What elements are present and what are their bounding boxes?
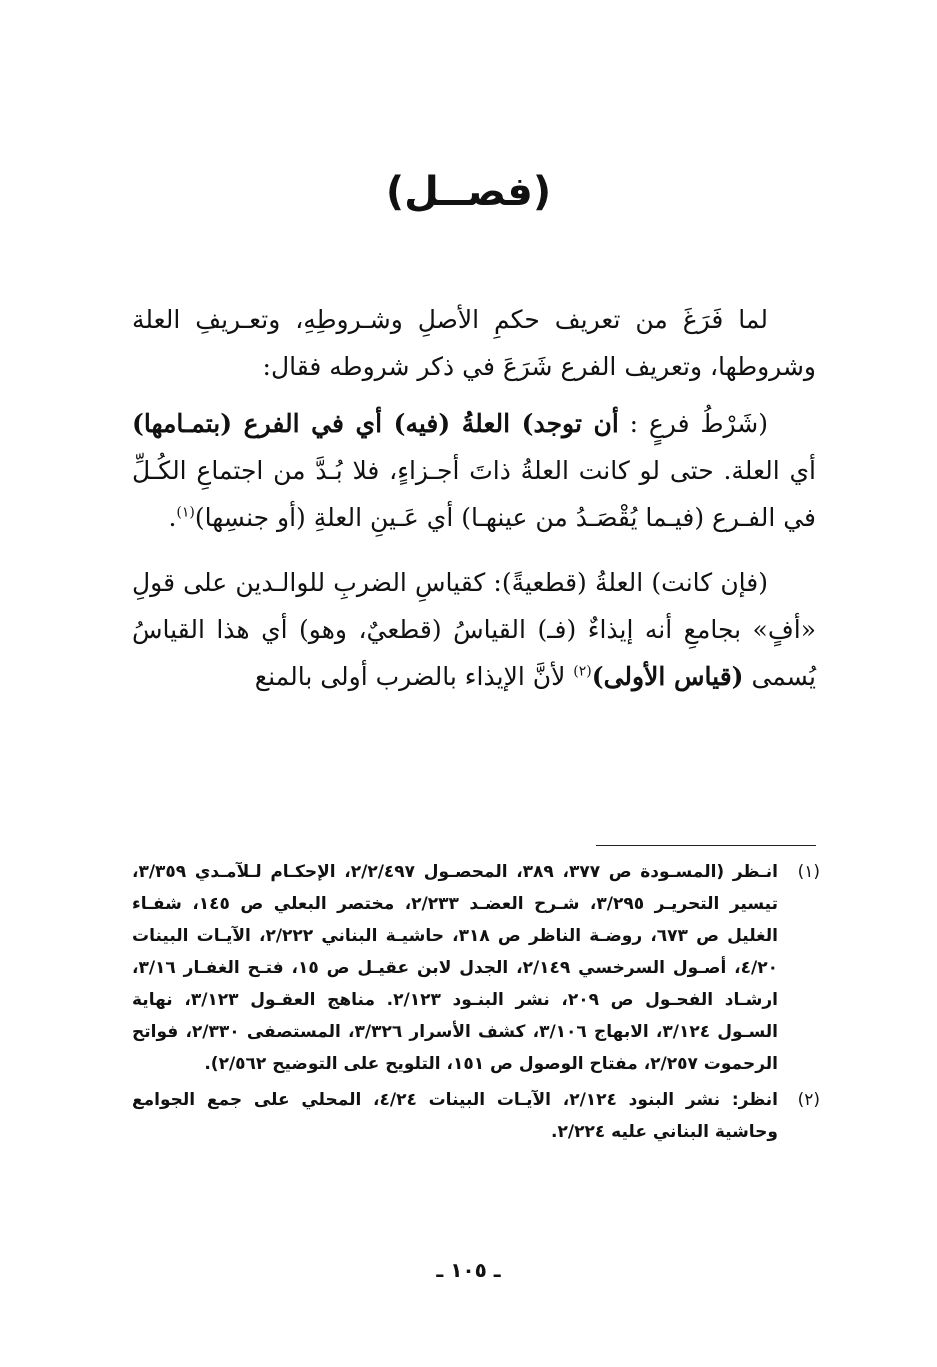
footnote-text: انـظر (المسـودة ص ٣٧٧، ٣٨٩، المحصـول ٢/٢/٤٩٧، الإحكـام لـلآمـدي ٣/٣٥٩، تيسير التحريـر ٣/٢٩٥، شـرح العضـد ٢/٢٣٣، مختصر البعلي ص ١٤٥، شفـاء الغليل ص ٦٧٣، روضـة الناظر ص ٣١٨، حاشيـة البناني ٢/٢٢٢، الآيـات البينات ٤/٢٠، أصـول السرخسي ٢/١٤٩، الجدل لابن عقيـل ص ١٥، فتـح الغفـار ٣/١٦، ارشـاد الفحـول ص ٢٠٩، نشر البنـود ٢/١٢٣. مناهج العقـول ٣/١٢٣، نهاية السـول ٣/١٢٤، الابهاج ٣/١٠٦، كشف الأسرار ٣/٣٢٦، المستصفى ٢/٣٣٠، فواتح الرحموت ٢/٢٥٧، مفتاح الوصول ص ١٥١، التلويح على التوضيح ٢/٥٦٢). [132, 862, 778, 1074]
qiyas-continuation: لأنَّ الإيذاء بالضرب أولى بالمنع [254, 662, 574, 691]
condition-explanation: أي العلة. حتى لو كانت العلةُ ذاتَ أجـزاءٍ، فلا بُـدَّ من اجتماعِ الكُـلِّ في الفـرع (فيـما يُقْصَـدُ من عينهـا) أي عَـينِ العلةِ (أو جنسِها) [132, 456, 816, 532]
footnote-ref-2[interactable]: (٢) [573, 663, 592, 680]
qiyas-text: (فإن كانت) العلةُ (قطعيةً): كقياسِ الضربِ للوالـدين على قولِ «أفٍ» بجامعِ أنه إيذاءٌ (فـ) القياسُ (قطعيٌ، وهو) أي هذا القياسُ يُسمى [132, 568, 816, 691]
condition-lead: (شَرْطُ فرعٍ : [618, 409, 768, 438]
footnote-text: انظر: نشر البنود ٢/١٢٤، الآيـات البينات ٤/٢٤، المحلي على جمع الجوامع وحاشية البناني عليه ٢/٢٢٤. [132, 1090, 778, 1142]
footnote-2 [132, 1084, 820, 1148]
footnote-1 [132, 856, 820, 1080]
footnote-number: (١) [797, 862, 820, 882]
qiyas-term: (قياس الأولى) [591, 662, 744, 691]
paragraph-condition [132, 400, 816, 541]
condition-end: . [168, 503, 177, 532]
footnote-number: (٢) [797, 1090, 820, 1110]
paragraph-qiyas [132, 559, 816, 700]
main-text [132, 296, 816, 700]
condition-bold: أن توجد) العلةُ (فيه) أي في الفرع (بتمـامها) [132, 409, 619, 438]
page-number: ـ ١٠٥ ـ [436, 1258, 501, 1282]
chapter-title: (فصــل) [385, 169, 552, 215]
paragraph-intro: لما فَرَغَ من تعريف حكمِ الأصلِ وشـروطِهِ، وتعـريفِ العلة وشروطها، وتعريف الفرع شَرَعَ في ذكر شروطه فقال: [132, 305, 816, 381]
footnote-divider [596, 845, 816, 846]
footnote-ref-1[interactable]: (١) [176, 504, 195, 521]
footnotes [132, 856, 820, 1148]
